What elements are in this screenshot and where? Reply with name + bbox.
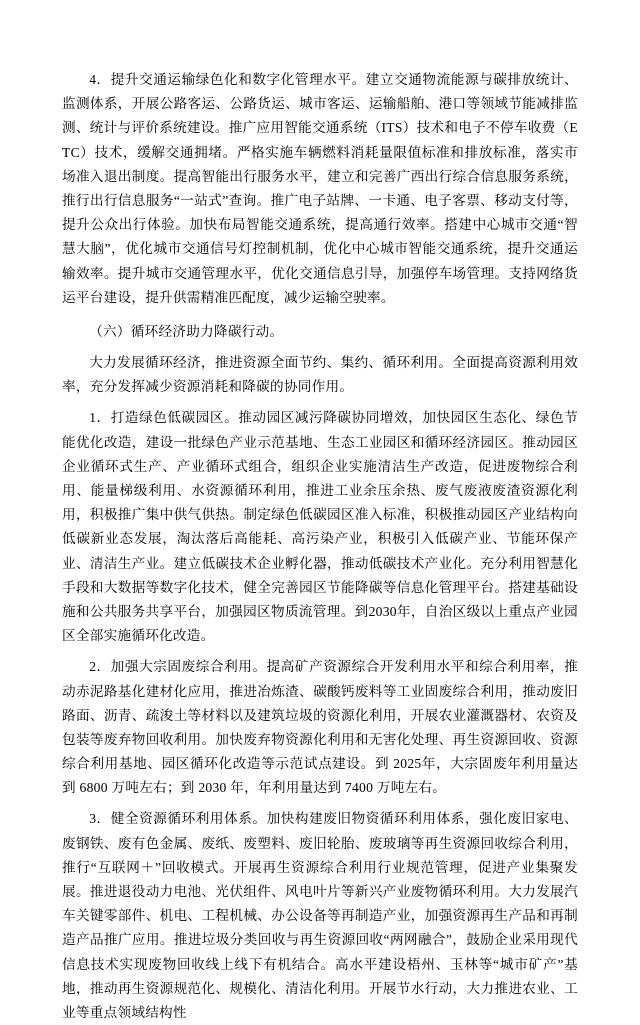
paragraph-circular-economy-intro: 大力发展循环经济，推进资源全面节约、集约、循环利用。全面提高资源利用效率，充分发挥减少资源消耗和降碳的协同作用。: [62, 355, 578, 395]
paragraph-transport-green-digital: 4．提升交通运输绿色化和数字化管理水平。建立交通物流能源与碳排放统计、监测体系，开展公路客运、公路货运、城市客运、运输船舶、港口等领域节能减排监测、统计与评价系统建设。推广应用智能交通系统（ITS）技术和电子不停车收费（ETC）技术，缓解交通拥堵。严格实施车辆燃料消耗量限值标准和排放标准，落实市场准入退出制度。提高智能出行服务水平，建立和完善广西出行综合信息服务系统，推行出行信息服务“一站式”查询。推广电子站牌、一卡通、电子客票、移动支付等，提升公众出行体验。加快布局智能交通系统，提高通行效率。搭建中心城市交通“智慧大脑”，优化城市交通信号灯控制机制，优化中心城市智能交通系统，提升交通运输效率。提升城市交通管理水平，优化交通信息引导，加强停车场管理。支持网络货运平台建设，提升供需精准匹配度，减少运输空驶率。: [62, 72, 578, 305]
paragraph-resource-recycling-system: 3．健全资源循环利用体系。加快构建废旧物资循环利用体系，强化废旧家电、废钢铁、废有色金属、废纸、废塑料、废旧轮胎、废玻璃等再生资源回收综合利用，推行“互联网＋”回收模式。开展再生资源综合利用行业规范管理，促进产业集聚发展。推进退役动力电池、光伏组件、风电叶片等新兴产业废物循环利用。大力发展汽车关键零部件、机电、工程机械、办公设备等再制造产业，加强资源再生产品和再制造产品推广应用。推进垃圾分类回收与再生资源回收“两网融合”，鼓励企业采用现代信息技术实现废物回收线上线下有机结合。高水平建设梧州、玉林等“城市矿产”基地，推动再生资源规范化、规模化、清洁化利用。开展节水行动，大力推进农业、工业等重点领域结构性: [62, 811, 578, 1020]
paragraph-bulk-solid-waste: 2．加强大宗固废综合利用。提高矿产资源综合开发利用水平和综合利用率，推动赤泥路基化建材化应用，推进冶炼渣、碳酸钙废料等工业固废综合利用，推动废旧路面、沥青、疏浚土等材料以及建筑垃圾的资源化利用，开展农业灌溉器材、农资及包装等废弃物回收利用。加快废弃物资源化利用和无害化处理、再生资源回收、资源综合利用基地、园区循环化改造等示范试点建设。到 2025年，大宗固废年利用量达到 6800 万吨左右；到 2030 年，年利用量达到 7400 万吨左右。: [62, 659, 578, 796]
paragraph-green-low-carbon-park: 1．打造绿色低碳园区。推动园区减污降碳协同增效，加快园区生态化、绿色节能优化改造，建设一批绿色产业示范基地、生态工业园区和循环经济园区。推动园区企业循环式生产、产业循环式组合，组织企业实施清洁生产改造，促进废物综合利用、能量梯级利用、水资源循环利用，推进工业余压余热、废气废液废渣资源化利用，积极推广集中供气供热。制定绿色低碳园区准入标准，积极推动园区产业结构向低碳新业态发展，淘汰落后高能耗、高污染产业，积极引入低碳产业、节能环保产业、清洁生产业。建立低碳技术企业孵化器，推动低碳技术产业化。充分利用智慧化手段和大数据等数字化技术，健全完善园区节能降碳等信息化管理平台。搭建基础设施和公共服务共享平台，加强园区物质流管理。到2030年，自治区级以上重点产业园区全部实施循环化改造。: [62, 410, 578, 644]
section-heading-circular-economy: （六）循环经济助力降碳行动。: [89, 323, 284, 339]
